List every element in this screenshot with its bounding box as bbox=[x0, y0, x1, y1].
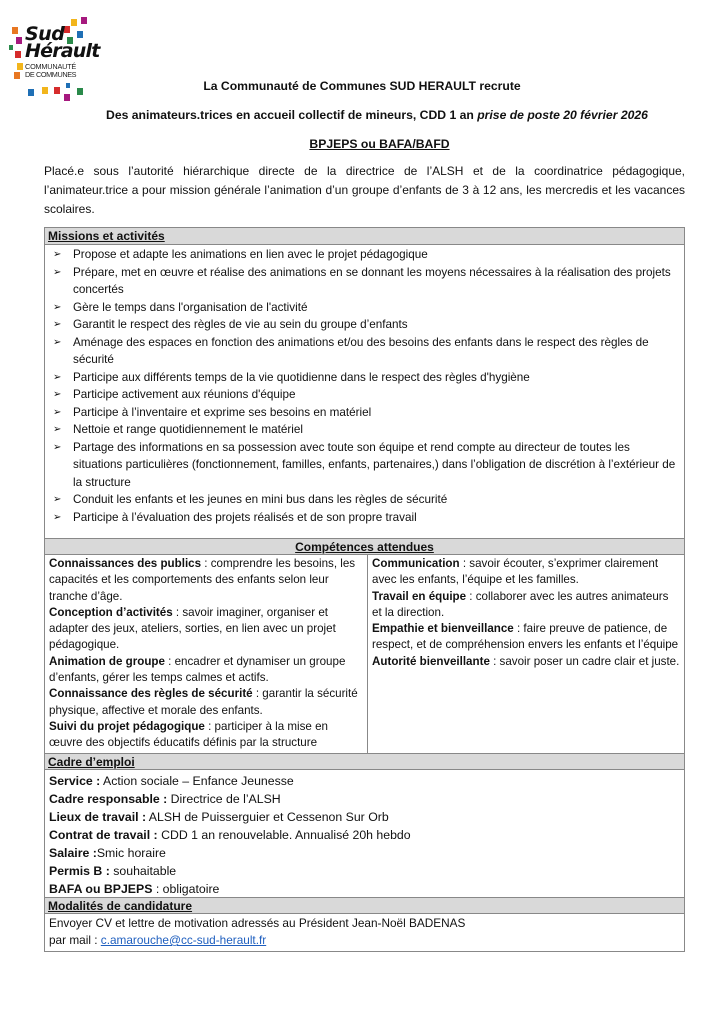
competence-label: Suivi du projet pédagogique bbox=[49, 719, 205, 733]
mission-item bbox=[53, 264, 680, 299]
modalites-header bbox=[45, 897, 684, 914]
arrow-bullet-icon: ➢ bbox=[53, 389, 62, 400]
arrow-bullet-icon: ➢ bbox=[53, 266, 62, 278]
arrow-bullet-icon: ➢ bbox=[53, 301, 62, 313]
mission-text: Aménage des espaces en fonction des animations et/ou des besoins des enfants dans le respect des règles de sécurité bbox=[73, 335, 649, 366]
cadre-row bbox=[49, 826, 680, 844]
missions-header bbox=[45, 228, 684, 245]
cadre-label: Lieux de travail : bbox=[49, 810, 147, 824]
arrow-bullet-icon: ➢ bbox=[53, 371, 62, 383]
arrow-bullet-icon: ➢ bbox=[53, 494, 62, 505]
competence-label: Travail en équipe bbox=[372, 589, 467, 603]
competence-label: Empathie et bienveillance bbox=[372, 622, 514, 636]
arrow-bullet-icon: ➢ bbox=[53, 511, 62, 523]
competences-header bbox=[45, 538, 684, 555]
job-subtitle bbox=[0, 108, 724, 122]
logo-square bbox=[64, 94, 70, 101]
cadre-label: Service : bbox=[49, 774, 101, 788]
cadre-row bbox=[49, 808, 680, 826]
mission-item bbox=[53, 421, 680, 439]
cadre-value: CDD 1 an renouvelable. Annualisé 20h hebdo bbox=[157, 828, 411, 842]
cadre-label: Contrat de travail : bbox=[49, 828, 158, 842]
mission-text: Garantit le respect des règles de vie au sein du groupe d’enfants bbox=[73, 318, 408, 331]
mission-text: Conduit les enfants et les jeunes en mini bus dans les règles de sécurité bbox=[73, 493, 448, 506]
mission-text: Nettoie et range quotidiennement le matériel bbox=[73, 423, 303, 436]
competence-description: : savoir poser un cadre clair et juste. bbox=[489, 654, 680, 668]
modalites-body bbox=[45, 914, 684, 951]
cadre-value: Action sociale – Enfance Jeunesse bbox=[100, 774, 294, 788]
mission-text: Participe activement aux réunions d'équipe bbox=[73, 388, 296, 401]
logo-square bbox=[64, 26, 70, 33]
competence-description: : faire preuve de patience, de respect, et de compréhension envers les enfants et l’équipe bbox=[372, 622, 679, 652]
competence-item bbox=[49, 686, 363, 719]
cadre-title: Cadre d’emploi bbox=[48, 755, 135, 769]
cadre-row bbox=[49, 880, 680, 898]
cadre-row bbox=[49, 844, 680, 862]
arrow-bullet-icon: ➢ bbox=[53, 424, 62, 435]
mission-item bbox=[53, 334, 680, 369]
mission-item bbox=[53, 299, 680, 317]
cadre-value: : obligatoire bbox=[152, 882, 220, 896]
missions-title: Missions et activités bbox=[48, 229, 165, 243]
logo-square bbox=[16, 37, 22, 44]
mission-text: Propose et adapte les animations en lien avec le projet pédagogique bbox=[73, 248, 428, 261]
logo-square bbox=[71, 19, 77, 26]
application-instructions: Envoyer CV et lettre de motivation adressés au Président Jean-Noël BADENAS bbox=[49, 916, 466, 930]
competence-description: : participer à la mise en œuvre des objectifs éducatifs définis par la structure bbox=[49, 719, 328, 750]
mission-item bbox=[53, 404, 680, 422]
logo-text-herault: Hérault bbox=[25, 40, 100, 62]
logo-square bbox=[12, 27, 18, 34]
competence-item bbox=[372, 621, 680, 654]
logo-square bbox=[77, 31, 83, 38]
email-prefix: par mail : bbox=[49, 933, 101, 947]
mission-item bbox=[53, 246, 680, 264]
competence-item bbox=[49, 556, 363, 605]
job-start-date: prise de poste 20 février 2026 bbox=[477, 108, 648, 122]
competence-item bbox=[49, 719, 363, 752]
competence-label: Communication bbox=[372, 557, 460, 570]
cadre-label: Permis B : bbox=[49, 864, 110, 878]
logo-text-de-communes: DE COMMUNES bbox=[25, 70, 77, 79]
cadre-label: Salaire : bbox=[49, 846, 97, 860]
competences-left-column bbox=[45, 555, 368, 753]
mission-text: Partage des informations en sa possession avec toute son équipe et rend compte au directeur de toutes les situations particulières (fonctionnement, familles, enfants, partenaires,) dans l’obligation de discrétion à l’extérieur de la structure bbox=[73, 440, 676, 489]
logo-square bbox=[15, 51, 21, 58]
mission-text: Participe à l’inventaire et exprime ses besoins en matériel bbox=[73, 405, 372, 419]
job-subtitle-main: Des animateurs.trices en accueil collectif de mineurs, CDD 1 an bbox=[106, 108, 478, 122]
competence-item bbox=[49, 605, 363, 654]
competence-description: : comprendre les besoins, les capacités et les comportements des enfants selon leur tranche d’âge. bbox=[49, 557, 356, 603]
logo-square bbox=[9, 45, 13, 50]
mission-item bbox=[53, 316, 680, 334]
cadre-row bbox=[49, 862, 680, 880]
competence-description: : encadrer et dynamiser un groupe d’enfants, gérer les temps calmes et actifs. bbox=[49, 654, 346, 685]
cadre-value: souhaitable bbox=[109, 864, 177, 878]
intro-paragraph: Placé.e sous l’autorité hiérarchique directe de la directrice de l’ALSH et de la coordinatrice pédagogique, l’animateur.trice a pour mission générale l’animation d’un groupe d’enfants de 3 à 12 ans, les mercredis et les vacances scolaires. bbox=[44, 164, 685, 216]
competence-label: Connaissance des règles de sécurité bbox=[49, 687, 253, 701]
cadre-value: ALSH de Puisserguier et Cessenon Sur Orb bbox=[146, 810, 389, 824]
modalites-title: Modalités de candidature bbox=[48, 899, 193, 913]
logo-square bbox=[17, 63, 23, 70]
cadre-row bbox=[49, 772, 680, 790]
competence-description: : savoir écouter, s’exprimer clairement avec les enfants, l’équipe et les familles. bbox=[372, 557, 659, 587]
competence-label: Animation de groupe bbox=[49, 654, 165, 668]
competence-item bbox=[49, 654, 363, 687]
email-link[interactable]: c.amarouche@cc-sud-herault.fr bbox=[100, 933, 267, 947]
cadre-value: Smic horaire bbox=[96, 846, 166, 860]
cadre-details bbox=[45, 770, 684, 897]
mission-text: Prépare, met en œuvre et réalise des animations en se donnant les moyens nécessaires à la réalisation des projets concertés bbox=[73, 265, 671, 296]
cadre-label: Cadre responsable : bbox=[49, 792, 168, 806]
mission-text: Participe à l’évaluation des projets réalisés et de son propre travail bbox=[73, 510, 417, 524]
missions-list bbox=[45, 245, 684, 538]
competence-description: : savoir imaginer, organiser et adapter des jeux, ateliers, sorties, en lien avec un projet pédagogique. bbox=[49, 605, 336, 652]
competence-label: Conception d’activités bbox=[49, 605, 173, 619]
competence-description: : collaborer avec les autres animateurs et la direction. bbox=[372, 589, 669, 619]
competence-item bbox=[372, 556, 680, 589]
competence-label: Autorité bienveillante bbox=[372, 654, 490, 668]
qualification-text: BPJEPS ou BAFA/BAFD bbox=[309, 137, 450, 151]
competence-label: Connaissances des publics bbox=[49, 557, 202, 570]
mission-item bbox=[53, 386, 680, 404]
logo-square bbox=[14, 72, 20, 79]
competences-right-column bbox=[368, 555, 684, 753]
job-details-table bbox=[44, 227, 685, 952]
cadre-value: Directrice de l’ALSH bbox=[167, 792, 281, 806]
mission-text: Participe aux différents temps de la vie quotidienne dans le respect des règles d'hygiène bbox=[73, 370, 530, 384]
arrow-bullet-icon: ➢ bbox=[53, 441, 62, 453]
competences-title: Compétences attendues bbox=[295, 540, 434, 554]
mission-item bbox=[53, 369, 680, 387]
cadre-label: BAFA ou BPJEPS bbox=[49, 882, 153, 896]
logo-text-communaute: COMMUNAUTÉ bbox=[25, 62, 77, 71]
arrow-bullet-icon: ➢ bbox=[53, 319, 62, 330]
cadre-header bbox=[45, 753, 684, 770]
arrow-bullet-icon: ➢ bbox=[53, 336, 62, 348]
mission-text: Gère le temps dans l'organisation de l'activité bbox=[73, 300, 308, 314]
qualification-heading bbox=[0, 137, 724, 151]
logo-text-sud: Sud bbox=[25, 23, 65, 45]
competence-item bbox=[372, 589, 680, 622]
competence-description: : garantir la sécurité physique, affective et morale des enfants. bbox=[49, 687, 358, 717]
arrow-bullet-icon: ➢ bbox=[53, 249, 62, 260]
mission-item bbox=[53, 439, 680, 492]
arrow-bullet-icon: ➢ bbox=[53, 406, 62, 418]
cadre-row bbox=[49, 790, 680, 808]
competences-grid bbox=[45, 555, 684, 753]
mission-item bbox=[53, 491, 680, 509]
competence-item bbox=[372, 654, 680, 670]
page-title: La Communauté de Communes SUD HERAULT recrute bbox=[203, 79, 521, 93]
email-line bbox=[49, 932, 680, 949]
logo-square bbox=[81, 17, 87, 24]
mission-item bbox=[53, 509, 680, 527]
